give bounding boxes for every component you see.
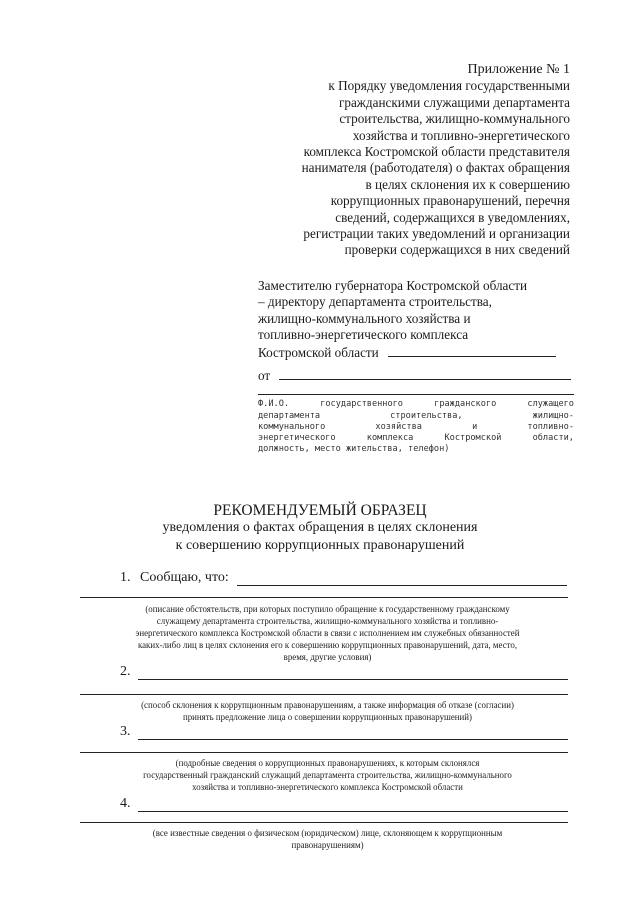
item-fill-line[interactable] (138, 667, 568, 680)
hint-word: Ф.И.О. (258, 399, 290, 410)
item-note (90, 699, 565, 723)
item-label: Сообщаю, что: (140, 570, 229, 585)
appendix-line: нанимателя (работодателя) о фактах обращения (301, 160, 570, 176)
addressee-fill-line[interactable] (388, 344, 556, 357)
addressee-word: строительства, (408, 294, 492, 310)
addressee-word: топливно-энергетического (258, 327, 407, 343)
addressee-word: комплекса (410, 327, 469, 343)
appendix-header (210, 62, 570, 259)
item-fill-line[interactable] (138, 799, 568, 812)
item-fill-line[interactable] (80, 597, 568, 598)
item-note (90, 757, 565, 793)
addressee-region: Костромской области (258, 344, 379, 360)
note-line: правонарушениям) (291, 840, 364, 850)
hint-word: государственного (320, 399, 403, 410)
from-fill-line[interactable] (279, 367, 571, 380)
addressee-word: жилищно-коммунального (258, 310, 403, 326)
hint-word: департамента (258, 410, 321, 421)
addressee-word: – (258, 294, 265, 310)
appendix-line: комплекса Костромской области представителя (303, 144, 570, 160)
item-number: 4. (120, 796, 131, 811)
hint-word: энергетического (258, 433, 336, 444)
note-line: служащему департамента строительства, жилищно-коммунального хозяйства и топливно- (156, 616, 499, 626)
hint-word: топливно- (527, 421, 574, 432)
form-subtitle: к совершению коррупционных правонарушений (175, 538, 465, 553)
appendix-line: коррупционных правонарушений, перечня (330, 193, 570, 209)
hint-word: области, (532, 433, 574, 444)
item-number: 2. (120, 664, 131, 679)
hint-line (258, 422, 574, 433)
hint-line (258, 399, 574, 410)
appendix-line: хозяйства и топливно-энергетического (352, 127, 570, 143)
from-label: от (258, 368, 271, 384)
note-line: каких-либо лиц в целях склонения его к совершению коррупционных правонарушений, дата, место, (137, 640, 518, 650)
appendix-line: регистрации таких уведомлений и организации (303, 226, 570, 242)
addressee-block (258, 278, 574, 455)
hint-word: служащего (527, 399, 574, 410)
hint-line (258, 433, 574, 444)
item-fill-line[interactable] (80, 752, 568, 753)
addressee-word: хозяйства (405, 310, 461, 326)
hint-word: и (472, 421, 478, 432)
appendix-line: строительства, жилищно-коммунального (339, 111, 570, 127)
item-note (90, 827, 565, 851)
item-fill-line[interactable] (138, 727, 568, 740)
from-line (258, 367, 574, 384)
note-line: (подробные сведения о коррупционных правонарушениях, к которым склонялся (175, 758, 480, 768)
sender-hint (258, 394, 574, 455)
addressee-word: департамента (328, 294, 406, 310)
appendix-title: Приложение № 1 (467, 62, 570, 77)
hint-word: Костромской (444, 433, 502, 444)
hint-word: строительства, (390, 410, 463, 421)
note-line: хозяйства и топливно-энергетического комплекса Костромской области (192, 782, 463, 792)
hint-line (258, 411, 574, 422)
addressee-line (258, 294, 574, 310)
appendix-line: в целях склонения их к совершению (365, 176, 570, 192)
addressee-line (258, 327, 574, 343)
hint-word: гражданского (434, 399, 497, 410)
appendix-line: гражданскими служащими департамента (338, 94, 570, 110)
form-heading: РЕКОМЕНДУЕМЫЙ ОБРАЗЕЦ (213, 502, 427, 519)
addressee-word: и (463, 310, 471, 326)
hint-line (258, 444, 574, 455)
item-number: 1. (120, 570, 131, 585)
item-fill-line[interactable] (80, 694, 568, 695)
note-line: время, другие условия) (283, 652, 372, 662)
form-subtitle: уведомления о фактах обращения в целях склонения (162, 520, 478, 535)
note-line: принять предложение лица о совершении коррупционных правонарушений) (183, 712, 472, 722)
hint-word: жилищно- (532, 410, 574, 421)
hint-word: коммунального (258, 421, 326, 432)
addressee-word: директору (267, 294, 326, 310)
note-line: (способ склонения к коррупционным правонарушениям, а также информация об отказе (согласии) (141, 700, 514, 710)
hint-word: комплекса (366, 433, 414, 444)
note-line: (все известные сведения о физическом (юридическом) лице, склоняющем к коррупционным (152, 828, 503, 838)
note-line: государственный гражданский служащий департамента строительства, жилищно-коммунального (143, 770, 512, 780)
hint-word: должность, место жительства, телефон) (258, 444, 450, 455)
item-fill-line[interactable] (237, 573, 567, 586)
item-number: 3. (120, 724, 131, 739)
appendix-line: к Порядку уведомления государственными (328, 78, 570, 94)
addressee-line: Заместителю губернатора Костромской области (258, 278, 528, 293)
hint-word: хозяйства (375, 421, 422, 432)
note-line: энергетического комплекса Костромской области в связи с исполнением им служебных обязанностей (135, 628, 520, 638)
note-line: (описание обстоятельств, при которых поступило обращение к государственному гражданскому (145, 604, 510, 614)
item-note (90, 603, 565, 663)
item-fill-line[interactable] (80, 822, 568, 823)
addressee-line (258, 311, 574, 327)
addressee-line (258, 344, 574, 361)
appendix-line: проверки содержащихся в них сведений (344, 242, 570, 258)
appendix-line: сведений, содержащихся в уведомлениях, (335, 209, 570, 225)
